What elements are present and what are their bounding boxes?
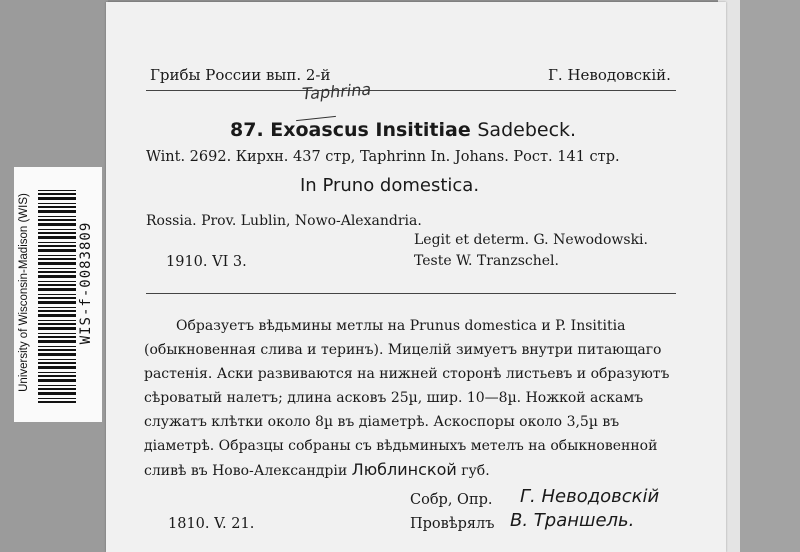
description-line: растенія. Аски развиваются на нижней сторонѣ листьевъ и образуютъ bbox=[144, 366, 670, 382]
series-title: Грибы России вып. 2-й bbox=[150, 66, 331, 84]
collector-signature: Г. Неводовскій bbox=[520, 486, 660, 507]
specimen-title bbox=[230, 119, 576, 141]
institution-name: University of Wisconsin-Madison (WIS) bbox=[18, 193, 30, 392]
verifier-signature: В. Траншель. bbox=[510, 510, 635, 531]
barcode-number: WIS-f-0083809 bbox=[78, 221, 94, 345]
description-line: Образуетъ вѣдьмины метлы на Prunus domestica и P. Insititia bbox=[176, 318, 626, 334]
series-author: Г. Неводовскій. bbox=[548, 66, 671, 84]
collector-line: Legit et determ. G. Newodowski. bbox=[414, 232, 648, 248]
stamped-province: Люблинской bbox=[351, 460, 457, 479]
header-rule bbox=[146, 90, 676, 91]
description-last-line bbox=[144, 460, 692, 479]
description-line: (обыкновенная слива и теринъ). Мицелій зимуетъ внутри питающаго bbox=[144, 342, 662, 358]
locality: Rossia. Prov. Lublin, Nowo-Alexandria. bbox=[146, 213, 422, 229]
host-plant: In Pruno domestica. bbox=[300, 175, 480, 196]
specimen-name: 87. Exoascus Insititiae bbox=[230, 119, 471, 141]
footer-date: 1810. V. 21. bbox=[168, 516, 255, 532]
barcode-bars bbox=[38, 187, 76, 403]
verifier-label: Провѣрялъ bbox=[410, 516, 495, 532]
specimen-label bbox=[106, 2, 726, 552]
description-line: сѣроватый налетъ; длина асковъ 25µ, шир. 10—8µ. Ножкой аскамъ bbox=[144, 390, 644, 406]
specimen-authority: Sadebeck. bbox=[477, 119, 577, 141]
description-line: сливѣ въ Ново-Александріи bbox=[144, 463, 348, 479]
verifier-line: Teste W. Tranzschel. bbox=[414, 253, 559, 269]
handwritten-annotation: Taphrina bbox=[301, 79, 372, 104]
collector-label: Собр, Опр. bbox=[410, 492, 493, 508]
collection-date: 1910. VI 3. bbox=[166, 254, 247, 270]
literature-references: Wint. 2692. Кирхн. 437 стр, Taphrinn In. Johans. Рост. 141 стр. bbox=[146, 149, 620, 165]
description-line: діаметрѣ. Образцы собраны съ вѣдьминыхъ метелъ на обыкновенной bbox=[144, 438, 658, 454]
barcode-label bbox=[14, 167, 102, 422]
description-suffix: губ. bbox=[461, 463, 490, 479]
description-line: служатъ клѣтки около 8µ въ діаметрѣ. Аскоспоры около 3,5µ въ bbox=[144, 414, 620, 430]
section-rule bbox=[146, 293, 676, 294]
